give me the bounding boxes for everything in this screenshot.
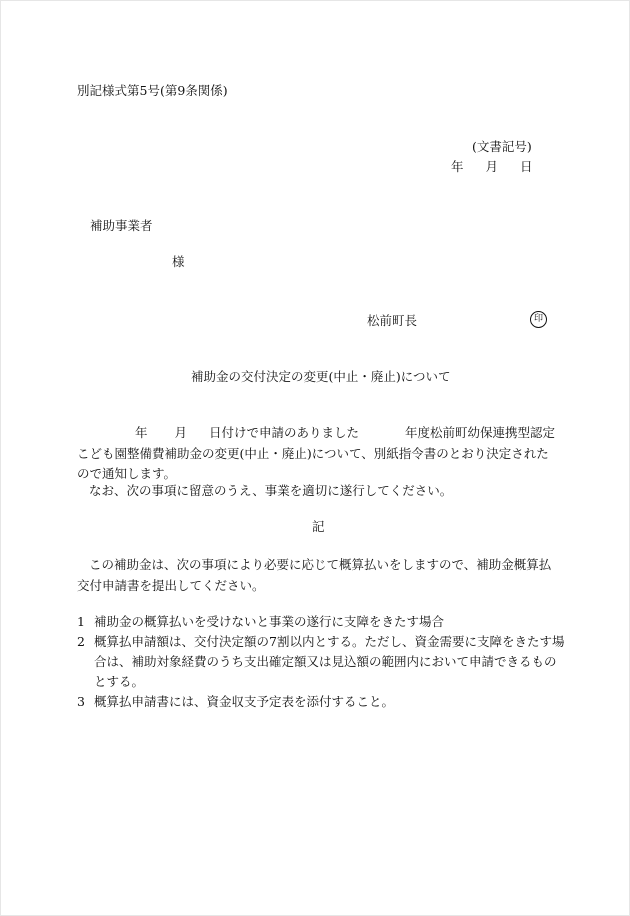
- date-line: [451, 158, 533, 175]
- issuer-name: 松前町長: [367, 313, 418, 328]
- body-subsidy-text: 年度松前町幼保連携型認定こども園整備費補助金の変更(中止・廃止)について、別紙指令書のとおり決定されたので通知します。: [77, 425, 556, 481]
- body-paragraph-note: なお、次の事項に留意のうえ、事業を適切に遂行してください。: [89, 483, 453, 498]
- body-application-text: 日付けで申請のありました: [209, 425, 360, 440]
- date-year: 年: [451, 159, 464, 174]
- recipient-honorific: 様: [172, 254, 185, 269]
- document-symbol: (文書記号): [472, 139, 532, 154]
- list-item-number: 2: [77, 634, 85, 649]
- list-item: [77, 692, 567, 712]
- ki-heading: 記: [312, 519, 325, 534]
- body-paragraph-notice: [77, 423, 560, 485]
- date-month: 月: [485, 159, 499, 174]
- subject-title: 補助金の交付決定の変更(中止・廃止)について: [191, 369, 451, 384]
- body-year-blank: 年: [135, 425, 148, 440]
- recipient-organization: 補助事業者: [90, 218, 153, 233]
- body-month-blank: 月: [174, 425, 188, 440]
- body-paragraph-advance-payment: この補助金は、次の事項により必要に応じて概算払いをしますので、補助金概算払交付申請書を提出してください。: [77, 557, 552, 593]
- conditions-list: [77, 612, 567, 712]
- list-item-number: 1: [77, 614, 85, 629]
- list-item: [77, 612, 567, 632]
- list-item-text: 概算払申請書には、資金収支予定表を添付すること。: [94, 694, 395, 709]
- list-item-text: 補助金の概算払いを受けないと事業の遂行に支障をきたす場合: [94, 614, 445, 629]
- date-day: 日: [520, 159, 533, 174]
- list-item: [77, 632, 567, 692]
- form-number: 別記様式第5号(第9条関係): [77, 83, 228, 98]
- list-item-text: 概算払申請額は、交付決定額の7割以内とする。ただし、資金需要に支障をきたす場合は、補助対象経費のうち支出確定額又は見込額の範囲内において申請できるものとする。: [94, 634, 565, 689]
- seal-mark: 印: [530, 311, 547, 328]
- list-item-number: 3: [77, 694, 85, 709]
